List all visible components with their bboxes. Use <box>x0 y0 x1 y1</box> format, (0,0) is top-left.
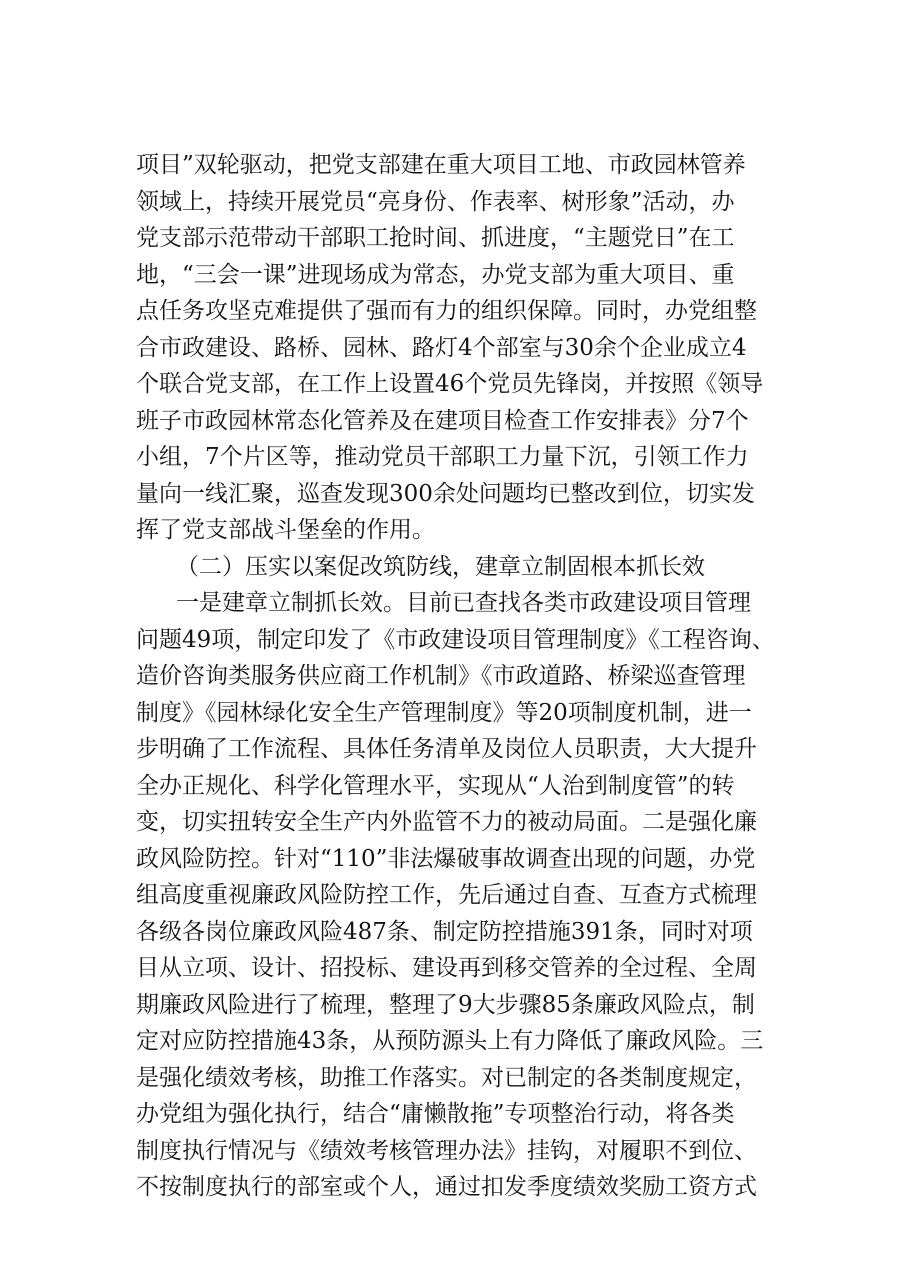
paragraph-line: 领域上，持续开展党员“亮身份、作表率、树形象”活动，办 <box>136 188 735 215</box>
paragraph-line: 全办正规化、科学化管理水平，实现从“人治到制度管”的转 <box>136 772 735 799</box>
paragraph-line: 点任务攻坚克难提供了强而有力的组织保障。同时，办党组整 <box>136 298 757 324</box>
paragraph-line: 目从立项、设计、招投标、建设再到移交管养的全过程、全周 <box>136 955 757 981</box>
paragraph-line: 政风险防控。针对“110”非法爆破事故调查出现的问题，办党 <box>136 845 756 872</box>
paragraph-line: 项目”双轮驱动，把党支部建在重大项目工地、市政园林管养 <box>136 152 746 178</box>
paragraph-line: 问题49项，制定印发了《市政建设项目管理制度》《工程咨询、 <box>136 626 775 653</box>
paragraph-line: 定对应防控措施43条，从预防源头上有力降低了廉政风险。三 <box>136 1028 764 1054</box>
paragraph-line: 班子市政园林常态化管养及在建项目检查工作安排表》分7个 <box>136 407 749 434</box>
paragraph-line: 是强化绩效考核，助推工作落实。对已制定的各类制度规定， <box>136 1064 757 1091</box>
section-heading: （二）压实以案促改筑防线，建章立制固根本抓长效 <box>176 553 705 580</box>
paragraph-line: 各级各岗位廉政风险487条、制定防控措施391条，同时对项 <box>136 918 753 945</box>
paragraph-line: 制度执行情况与《绩效考核管理办法》挂钩，对履职不到位、 <box>136 1137 757 1164</box>
paragraph-line: 党支部示范带动干部职工抢时间、抓进度，“主题党日”在工 <box>136 225 735 251</box>
paragraph-line: 不按制度执行的部室或个人，通过扣发季度绩效奖励工资方式 <box>136 1174 757 1200</box>
paragraph-line: 办党组为强化执行，结合“庸懒散拖”专项整治行动，将各类 <box>136 1101 735 1127</box>
paragraph-line: 期廉政风险进行了梳理，整理了9大步骤85条廉政风险点，制 <box>136 991 755 1018</box>
paragraph-line: 一是建章立制抓长效。目前已查找各类市政建设项目管理 <box>176 590 751 616</box>
document-body <box>136 147 796 1206</box>
paragraph-line: 挥了党支部战斗堡垒的作用。 <box>136 517 435 543</box>
paragraph-line: 地，“三会一课”进现场成为常态，办党支部为重大项目、重 <box>136 261 735 288</box>
paragraph-line: 组高度重视廉政风险防控工作，先后通过自查、互查方式梳理 <box>136 882 757 908</box>
paragraph-line: 制度》《园林绿化安全生产管理制度》等20项制度机制，进一 <box>136 699 752 726</box>
paragraph-line: 变，切实扭转安全生产内外监管不力的被动局面。二是强化廉 <box>136 809 757 835</box>
paragraph-line: 合市政建设、路桥、园林、路灯4个部室与30余个企业成立4 <box>136 334 747 361</box>
paragraph-line: 小组，7个片区等，推动党员干部职工力量下沉，引领工作力 <box>136 444 749 470</box>
paragraph-line: 造价咨询类服务供应商工作机制》《市政道路、桥梁巡查管理 <box>136 663 746 689</box>
paragraph-line: 量向一线汇聚，巡查发现300余处问题均已整改到位，切实发 <box>136 480 755 507</box>
paragraph-line: 个联合党支部，在工作上设置46个党员先锋岗，并按照《领导 <box>136 371 764 397</box>
paragraph-line: 步明确了工作流程、具体任务清单及岗位人员职责，大大提升 <box>136 736 757 762</box>
